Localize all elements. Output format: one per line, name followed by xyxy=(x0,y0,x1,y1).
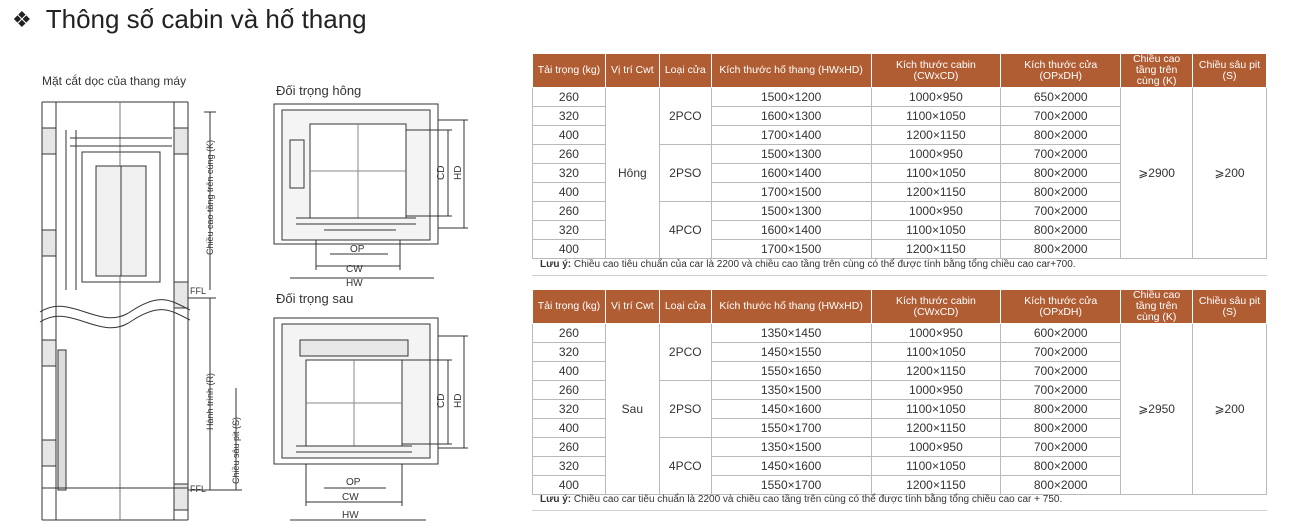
column-header: Vị trí Cwt xyxy=(605,54,659,88)
column-header: Tải trọng (kg) xyxy=(533,290,606,324)
column-header: Vị trí Cwt xyxy=(605,290,659,324)
door-size-cell: 800×2000 xyxy=(1001,164,1121,183)
shaft-size-cell: 1700×1500 xyxy=(711,240,871,259)
shaft-size-cell: 1500×1300 xyxy=(711,202,871,221)
column-header: Kích thước cửa (OPxDH) xyxy=(1001,290,1121,324)
s-dimension-label: Chiều sâu pit (S) xyxy=(231,416,241,484)
top-floor-height-cell: ⩾2900 xyxy=(1121,88,1193,259)
column-header: Kích thước cửa (OPxDH) xyxy=(1001,54,1121,88)
load-cell: 320 xyxy=(533,343,606,362)
column-header: Kích thước hố thang (HWxHD) xyxy=(711,290,871,324)
cw-label-rear: CW xyxy=(342,492,359,503)
shaft-size-cell: 1350×1450 xyxy=(711,324,871,343)
load-cell: 400 xyxy=(533,126,606,145)
column-header: Tải trọng (kg) xyxy=(533,54,606,88)
cabin-size-cell: 1100×1050 xyxy=(871,164,1001,183)
cabin-size-cell: 1000×950 xyxy=(871,202,1001,221)
section-view-label: Mặt cắt dọc của thang máy xyxy=(42,74,187,88)
r-dimension-label: Hành trình (R) xyxy=(205,372,215,430)
cabin-size-cell: 1100×1050 xyxy=(871,343,1001,362)
load-cell: 400 xyxy=(533,362,606,381)
cabin-size-cell: 1100×1050 xyxy=(871,107,1001,126)
shaft-size-cell: 1550×1650 xyxy=(711,362,871,381)
pit-depth-cell: ⩾200 xyxy=(1193,88,1267,259)
door-type-cell: 2PSO xyxy=(659,145,711,202)
door-size-cell: 700×2000 xyxy=(1001,202,1121,221)
door-size-cell: 700×2000 xyxy=(1001,145,1121,164)
note-text: Chiều cao tiêu chuẩn của car là 2200 và chiều cao tầng trên cùng có thể được tính bằng tổng chiều cao car+700. xyxy=(571,259,1076,270)
column-header: Kích thước hố thang (HWxHD) xyxy=(711,54,871,88)
door-size-cell: 700×2000 xyxy=(1001,438,1121,457)
shaft-size-cell: 1700×1400 xyxy=(711,126,871,145)
table-header-row xyxy=(533,290,1267,324)
cabin-size-cell: 1000×950 xyxy=(871,88,1001,107)
spec-table-rear xyxy=(532,289,1267,495)
shaft-size-cell: 1700×1500 xyxy=(711,183,871,202)
note-label: Lưu ý: xyxy=(540,259,572,270)
column-header: Loại cửa xyxy=(659,290,711,324)
door-type-cell: 4PCO xyxy=(659,202,711,259)
column-header: Kích thước cabin (CWxCD) xyxy=(871,54,1001,88)
shaft-size-cell: 1350×1500 xyxy=(711,381,871,400)
door-size-cell: 700×2000 xyxy=(1001,343,1121,362)
load-cell: 260 xyxy=(533,381,606,400)
column-header: Chiều cao tầng trên cùng (K) xyxy=(1121,54,1193,88)
ffl-label-bottom: FFL xyxy=(190,484,207,494)
shaft-size-cell: 1600×1300 xyxy=(711,107,871,126)
load-cell: 320 xyxy=(533,107,606,126)
cd-label-rear: CD xyxy=(436,393,447,408)
door-size-cell: 700×2000 xyxy=(1001,107,1121,126)
cabin-size-cell: 1000×950 xyxy=(871,381,1001,400)
bullet-icon: ❖ xyxy=(12,6,32,32)
door-size-cell: 800×2000 xyxy=(1001,221,1121,240)
divider xyxy=(532,275,1267,276)
spec-table-side xyxy=(532,53,1267,259)
table-header-row xyxy=(533,54,1267,88)
cabin-size-cell: 1100×1050 xyxy=(871,400,1001,419)
elevator-section-diagram xyxy=(0,0,520,530)
op-label-rear: OP xyxy=(346,477,361,488)
door-size-cell: 800×2000 xyxy=(1001,400,1121,419)
table-note-side xyxy=(540,259,1076,270)
ffl-label-top: FFL xyxy=(190,286,207,296)
hd-label-side: HD xyxy=(453,165,464,180)
door-type-cell: 2PSO xyxy=(659,381,711,438)
load-cell: 400 xyxy=(533,240,606,259)
load-cell: 260 xyxy=(533,145,606,164)
note-label: Lưu ý: xyxy=(540,494,572,505)
cabin-size-cell: 1200×1150 xyxy=(871,126,1001,145)
door-size-cell: 700×2000 xyxy=(1001,362,1121,381)
table-row xyxy=(533,88,1267,107)
shaft-size-cell: 1350×1500 xyxy=(711,438,871,457)
shaft-size-cell: 1450×1550 xyxy=(711,343,871,362)
column-header: Kích thước cabin (CWxCD) xyxy=(871,290,1001,324)
load-cell: 260 xyxy=(533,88,606,107)
side-counterweight-label: Đối trọng hông xyxy=(276,83,362,98)
cabin-size-cell: 1100×1050 xyxy=(871,221,1001,240)
cabin-size-cell: 1000×950 xyxy=(871,145,1001,164)
table-note-rear xyxy=(540,494,1062,505)
rear-counterweight-label: Đối trọng sau xyxy=(276,291,354,306)
cabin-size-cell: 1100×1050 xyxy=(871,457,1001,476)
cabin-size-cell: 1000×950 xyxy=(871,324,1001,343)
cabin-size-cell: 1200×1150 xyxy=(871,240,1001,259)
shaft-size-cell: 1450×1600 xyxy=(711,400,871,419)
load-cell: 320 xyxy=(533,457,606,476)
door-size-cell: 700×2000 xyxy=(1001,381,1121,400)
door-size-cell: 800×2000 xyxy=(1001,419,1121,438)
load-cell: 260 xyxy=(533,324,606,343)
door-size-cell: 650×2000 xyxy=(1001,88,1121,107)
cabin-size-cell: 1200×1150 xyxy=(871,362,1001,381)
cabin-size-cell: 1000×950 xyxy=(871,438,1001,457)
cabin-size-cell: 1200×1150 xyxy=(871,476,1001,495)
cwt-position-cell: Sau xyxy=(605,324,659,495)
column-header: Chiều cao tầng trên cùng (K) xyxy=(1121,290,1193,324)
cd-label-side: CD xyxy=(436,165,447,180)
door-size-cell: 800×2000 xyxy=(1001,240,1121,259)
shaft-size-cell: 1500×1200 xyxy=(711,88,871,107)
table-row xyxy=(533,324,1267,343)
cwt-position-cell: Hông xyxy=(605,88,659,259)
load-cell: 400 xyxy=(533,419,606,438)
cabin-size-cell: 1200×1150 xyxy=(871,183,1001,202)
door-size-cell: 800×2000 xyxy=(1001,476,1121,495)
shaft-size-cell: 1500×1300 xyxy=(711,145,871,164)
shaft-size-cell: 1600×1400 xyxy=(711,164,871,183)
k-dimension-label: Chiều cao tầng trên cùng (K) xyxy=(205,139,215,255)
door-size-cell: 800×2000 xyxy=(1001,457,1121,476)
hw-label-side: HW xyxy=(346,278,363,289)
hw-label-rear: HW xyxy=(342,510,359,521)
shaft-size-cell: 1600×1400 xyxy=(711,221,871,240)
column-header: Chiều sâu pit (S) xyxy=(1193,290,1267,324)
door-size-cell: 800×2000 xyxy=(1001,183,1121,202)
load-cell: 320 xyxy=(533,164,606,183)
door-type-cell: 2PCO xyxy=(659,324,711,381)
load-cell: 400 xyxy=(533,183,606,202)
cw-label-side: CW xyxy=(346,264,363,275)
pit-depth-cell: ⩾200 xyxy=(1193,324,1267,495)
load-cell: 400 xyxy=(533,476,606,495)
load-cell: 320 xyxy=(533,400,606,419)
load-cell: 320 xyxy=(533,221,606,240)
top-floor-height-cell: ⩾2950 xyxy=(1121,324,1193,495)
page-title: Thông số cabin và hố thang xyxy=(45,4,367,34)
shaft-size-cell: 1450×1600 xyxy=(711,457,871,476)
op-label-side: OP xyxy=(350,244,365,255)
divider xyxy=(532,510,1267,511)
door-type-cell: 4PCO xyxy=(659,438,711,495)
door-size-cell: 800×2000 xyxy=(1001,126,1121,145)
note-text: Chiều cao car tiêu chuẩn là 2200 và chiều cao tầng trên cùng có thể được tính bằng tổng chiều cao car + 750. xyxy=(571,494,1063,505)
column-header: Chiều sâu pit (S) xyxy=(1193,54,1267,88)
shaft-size-cell: 1550×1700 xyxy=(711,476,871,495)
shaft-size-cell: 1550×1700 xyxy=(711,419,871,438)
door-type-cell: 2PCO xyxy=(659,88,711,145)
hd-label-rear: HD xyxy=(453,393,464,408)
load-cell: 260 xyxy=(533,202,606,221)
column-header: Loại cửa xyxy=(659,54,711,88)
load-cell: 260 xyxy=(533,438,606,457)
cabin-size-cell: 1200×1150 xyxy=(871,419,1001,438)
door-size-cell: 600×2000 xyxy=(1001,324,1121,343)
